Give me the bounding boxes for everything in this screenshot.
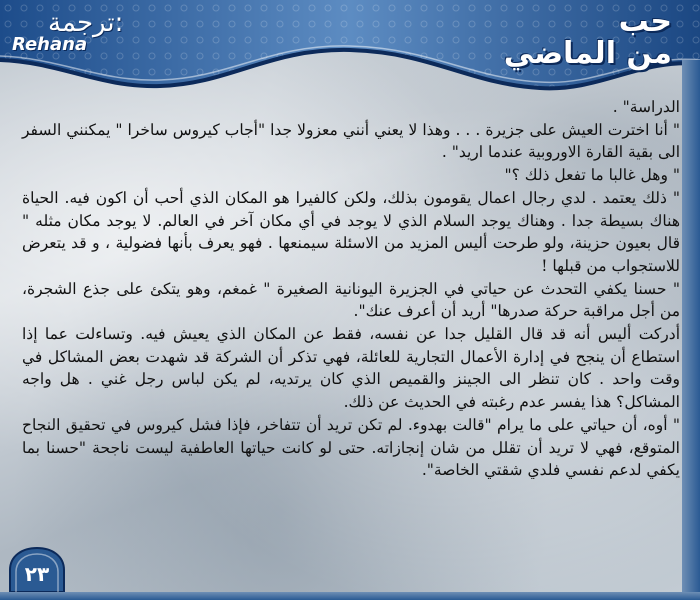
book-title [452,6,672,69]
header-banner [0,0,700,96]
paragraph-3: " وهل غالبا ما تفعل ذلك ؟" [504,166,680,185]
translator-credit [12,8,172,55]
paragraph-1: الدراسة" . [612,98,680,116]
translator-label: ترجمة: [48,8,124,38]
right-frame-border [682,60,700,600]
body-text [22,96,680,596]
book-title-line1: حب [618,4,672,39]
paragraph-4: " ذلك يعتمد . لدي رجال اعمال يقومون بذلك، ولكن كالفيرا هو المكان الذي أحب أن اكون فيه. الحياة هناك بسيطة جدا . وهناك يوجد السلام الذي لا يوجد في أي مكان آخر في العالم. لا يوجد مكان مثله " قال بعيون حزينة، ولو طرحت أليس المزيد من الاسئلة سيمنعها . فهو يعرف بأنها فضولية ، و قد يتعرض للاستجواب من قبلها ! [22,188,680,275]
paragraph-6: أدركت أليس أنه قد قال القليل جدا عن نفسه، فقط عن المكان الذي يعيش فيه. وتساءلت عما إذا استطاع أن ينجح في إدارة الأعمال التجارية للعائلة، فهي تذكر أن الشركة قد شهدت بعض المشاكل في وقت واحد . كان تنظر الى الجينز والقميص الذي كان يرتديه، لم يكن لباس رجل غني . هل واجه المشاكل؟ هذا يفسر عدم رغبته في الحديث عن ذلك. [22,325,680,412]
translator-name: Rehana [12,34,88,55]
paragraph-7: " أوه، أن حياتي على ما يرام "قالت بهدوء. لم تكن تريد أن تتفاخر، فإذا فشل كيروس في تحقيق النجاح المتوقع، فهي لا تريد أن تقلل من شان إنجازاته. حتى لو كانت حياتها العاطفية ليست ناجحة "حسنا بما يكفي لدعم نفسي فلدي شقتي الخاصة". [22,415,680,480]
page-number: ٢٣ [24,562,50,586]
book-title-line2: من الماضي [503,35,672,71]
paragraph-5: " حسنا يكفي التحدث عن حياتي في الجزيرة اليونانية الصغيرة " غمغم، وهو يتكئ على جذع الشجرة، من أجل مراقبة حركة صدرها" أريد أن أعرف عنك". [22,279,680,321]
paragraph-2: " أنا اخترت العيش على جزيرة . . . وهذا لا يعني أنني معزولا جدا "أجاب كيروس ساخرا " يمكنني السفر الى بقية القارة الاوروبية عندما اريد" . [22,120,680,162]
